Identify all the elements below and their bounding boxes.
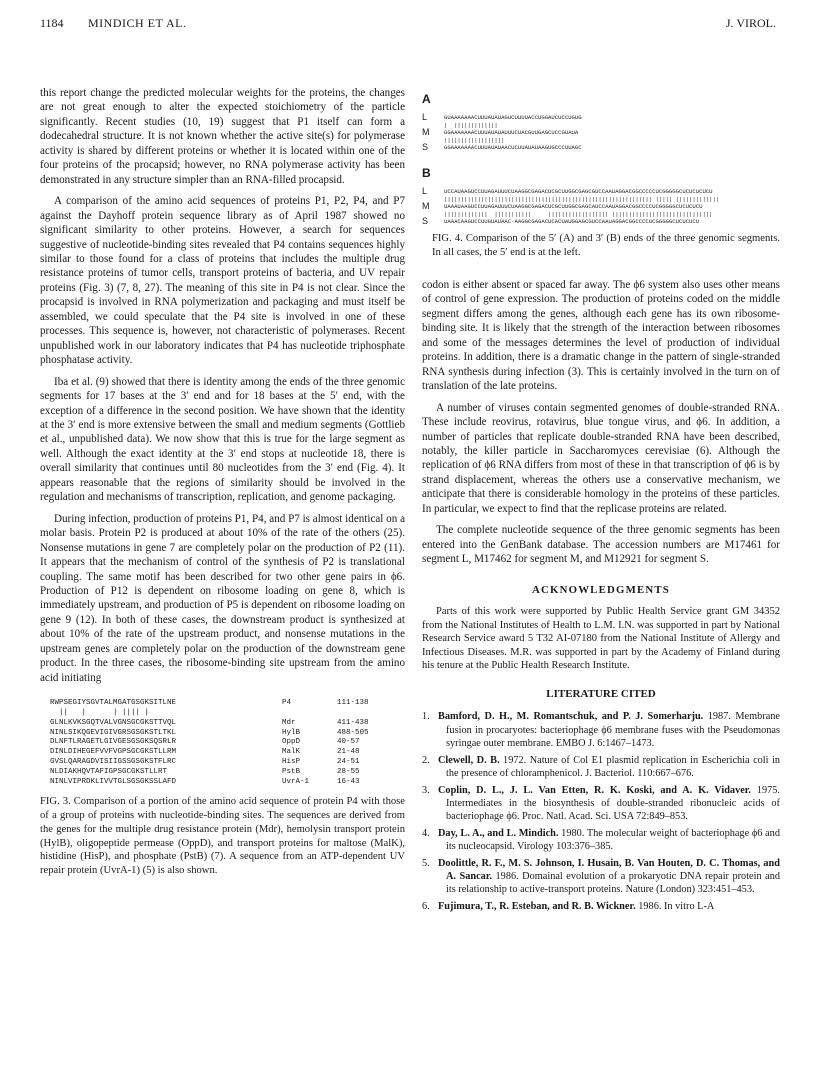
paragraph: this report change the predicted molecular weights for the proteins, the changes are not great enough to alter the expected stoichiometry of the particle significantly. Recent studies (10, 19) suggest that P1 itself can form a dodecahedral structure. It is not known whether the active site(s) for polymerase activity is shared by different proteins or whether it is located within one of the four proteins of the procapsid; however, no RNA polymerase activity has been demonstrated in any structure simpler than an RNA-filled procapsid. bbox=[40, 87, 405, 186]
seq-row: DINLDIHEGEFVVFVGPSGCGKSTLLRM MalK 21-48 bbox=[50, 748, 360, 757]
paragraph: The complete nucleotide sequence of the three genomic segments has been entered into the GenBank database. The accession numbers are M17461 for segment L, M17462 for segment M, and M12921 for segment S. bbox=[422, 524, 780, 566]
reference-body: 1980. The molecular weight of bacteriophage ϕ6 and its nucleocapsid. Virology 103:376–385. bbox=[446, 827, 780, 853]
reference-authors: Doolittle, R. F., M. S. Johnson, I. Husain, B. Van Houten, D. C. Thomas, and A. Sancar. bbox=[438, 857, 780, 882]
literature-heading: LITERATURE CITED bbox=[546, 688, 656, 701]
match-line: ||||||||||||| ||||||||||| |||||||||||||||||| |||||||||||||||||||||||||||||| bbox=[444, 211, 713, 218]
seq-row: RWPSEGIYSGVTALMGATGSGKSITLNE P4 111-138 bbox=[50, 699, 369, 708]
left-column bbox=[40, 86, 405, 878]
reference-body: 1986. Domainal evolution of a prokaryotic DNA repair protein and its relationship to active-transport proteins. Nature (London) 323:451–453. bbox=[446, 870, 780, 896]
segment-label: S bbox=[422, 216, 429, 226]
segment-label: M bbox=[422, 201, 430, 211]
fig4 bbox=[422, 86, 780, 261]
right-column bbox=[422, 278, 780, 913]
segment-label: L bbox=[422, 186, 428, 196]
paragraph: A comparison of the amino acid sequences of proteins P1, P2, P4, and P7 against the Dayhoff protein sequence library as of April 1987 showed no significant similarity to other proteins. However, a search for sequences suggestive of nucleotide-binding sites revealed that P4 contains sequences highly similar to those found for a class of proteins that includes the multiple drug resistance proteins of tumor cells, transport proteins of bacteria, and UV repair proteins (Fig. 3) (7, 8, 27). The meaning of this site in P4 is not clear. Since the procapsid is involved in RNA polymerization and packaging and must itself be assembled, we could speculate that the P4 site is involved in one of these processes. This sequence is, however, not characteristic of polymerases. Recent unpublished work in our laboratory indicates that P4 has nucleotide triphosphate phosphatase activity. bbox=[40, 195, 405, 367]
acknowledgments-heading: ACKNOWLEDGMENTS bbox=[532, 583, 670, 596]
paragraph: A number of viruses contain segmented genomes of double-stranded RNA. These include reovirus, rotavirus, blue tongue virus, and ϕ6. In addition, a number of particles that replicate double-stranded RNA have been described, notably, the killer particle in Saccharomyces cerevisiae (6). Although the replication of ϕ6 RNA differs from most of these in that transcription of ϕ6 is by strand displacement, whereas the others use a conservative mechanism, we anticipate that there is considerable homology in the proteins of these particles. In particular, we expect to find that the replicase proteins are related. bbox=[422, 401, 780, 515]
seq-row: NINLSIKQGEVIGIVGRSGSGKSTLTKL HylB 488-505 bbox=[50, 728, 369, 737]
seq-row: NLDIAKHQVTAFIGPSGCGKSTLLRT PstB 28-55 bbox=[50, 767, 360, 776]
paragraph: Iba et al. (9) showed that there is identity among the ends of the three genomic segments for 17 bases at the 3′ end and for 18 bases at the 5′ end, with the exception of a difference in the second position. We have shown that the identity at the 3′ end is more extensive between the small and medium segments (Gottlieb et al., unpublished data). We now show that this is true for the large segment as well. Although the exact identity at the 3′ end stops at nucleotide 18, there is overall similarity that continues until 80 nucleotides from the 3′ end (Fig. 4). It appears reasonable that the regions of similarity should be involved in the regulation and mechanisms of transcription, replication, and genome packaging. bbox=[40, 375, 405, 504]
reference-body: 1972. Nature of Col E1 plasmid replication in Escherichia coli in the presence of chloramphenicol. J. Bacteriol. 110:667–676. bbox=[446, 754, 780, 780]
match-line: | ||||||||||||| bbox=[444, 122, 498, 129]
sequence-line: UCCAUAAGUCCUUAGAUUUCUAAGGCGAGACUCGCUUGGCGAGCGUCCAAUAGGACGGCCCCCUCGGGGGCUCUCUCUCU bbox=[444, 188, 713, 195]
acknowledgments-text: Parts of this work were supported by Public Health Service grant GM 34352 from the National Institutes of Health to L.M. I.N. was supported in part by National Research Service award 5 T32 AI-07180 from the National Institute of Allergy and Infectious Diseases. M.R. was supported in part by the Academy of Finland during his tenure at the Public Health Research Institute. bbox=[422, 606, 780, 672]
segment-label: L bbox=[422, 112, 428, 122]
seq-match-row: || | | |||| | bbox=[50, 708, 150, 717]
journal-name: J. VIROL. bbox=[725, 16, 776, 30]
sequence-line: UAAACAAGUCCUUGUAUAAC·AAGGCGAGACUCACUAUGGAGCGUCCAAUAGGACGGCCCCUCGGGGGCUCUCUCU bbox=[444, 218, 700, 225]
reference-item: 3. Coplin, D. L., J. L. Van Etten, R. K. Koski, and A. K. Vidaver. 1975. Intermediates in the biosynthesis of double-stranded ribonucleic acids of bacteriophage ϕ6. Proc. Natl. Acad. Sci. USA 72:849–853. bbox=[422, 784, 780, 823]
seq-row: DLNFTLRAGETLGIVGESGSGKSQSRLR OppD 40-57 bbox=[50, 738, 360, 747]
fig3-sequence-table bbox=[50, 699, 405, 787]
fig4-caption: FIG. 4. Comparison of the 5′ (A) and 3′ (B) ends of the three genomic segments. In all cases, the 5′ end is at the left. bbox=[432, 233, 780, 258]
sequence-line: GGAAAAAAACUUUAUAUAACUCUUAUAUAAGUGCCCUUAGC bbox=[444, 144, 582, 151]
seq-row: NINLVIPRDKLIVVTGLSGSGKSSLAFD UvrA-1 16-43 bbox=[50, 777, 360, 786]
reference-body: 1975. Intermediates in the biosynthesis of double-stranded ribonucleic acids of bacteriophage ϕ6. Proc. Natl. Acad. Sci. USA 72:849–853. bbox=[446, 784, 780, 823]
sequence-line: UAAAUAAGUCCUUAGAUUUCUAAGGCGAGACUCGCUUGGCGAGCAUCCAAUAGGACGGCCCCUCGGGGGCUCUCUCU bbox=[444, 203, 703, 210]
sequence-line: GGAAAAAAACUUUAUAUAUUUCUACGUUGAGCUCCGUAUA bbox=[444, 129, 579, 136]
running-header bbox=[40, 16, 776, 34]
reference-authors: Day, L. A., and L. Mindich. bbox=[438, 827, 559, 839]
reference-authors: Coplin, D. L., J. L. Van Etten, R. K. Koski, and A. K. Vidaver. bbox=[438, 784, 751, 796]
reference-item: 2. Clewell, D. B. 1972. Nature of Col E1 plasmid replication in Escherichia coli in the presence of chloramphenicol. J. Bacteriol. 110:667–676. bbox=[422, 754, 780, 780]
match-line: |||||||||||||||||||||||||||||||||||||||||||||||||||||||||||||| ||||| ||||||||||||| bbox=[444, 196, 720, 203]
reference-item: 1. Bamford, D. H., M. Romantschuk, and P. J. Somerharju. 1987. Membrane fusion in procaryotes: bacteriophage ϕ6 membrane fuses with the Pseudomonas syringae outer membrane. EMBO J. 6:1467–1473. bbox=[422, 711, 781, 750]
reference-list bbox=[422, 710, 780, 913]
reference-body: 1986. In vitro L-A bbox=[635, 900, 715, 912]
reference-item: 6. Fujimura, T., R. Esteban, and R. B. Wickner. 1986. In vitro L-A bbox=[422, 900, 715, 912]
segment-label: M bbox=[422, 127, 430, 137]
match-line: |||||||||||||||||| bbox=[444, 137, 505, 144]
running-authors: MINDICH ET AL. bbox=[88, 16, 187, 30]
reference-authors: Bamford, D. H., M. Romantschuk, and P. J. Somerharju. bbox=[438, 711, 704, 723]
paragraph: During infection, production of proteins P1, P4, and P7 is almost identical on a molar basis. Protein P2 is produced at about 10% of the rate of the others (25). Nonsense mutations in gene 7 are completely polar on the production of P2 (11). It appears that the mechanism of control of the synthesis of P2 is translational coupling. The same motif has been described for two other gene pairs in ϕ6. Production of P12 is dependent on ribosome loading on gene 8, which is immediately upstream, and production of P5 is dependent on ribosome loading on gene 9 (12). In both of these cases, the downstream product is synthesized at about 10% of the rate of the upstream product, and nonsense mutations in the upstream genes are completely polar on the production of the downstream gene product. In the three cases, the ribosome-binding site upstream from the amino acid initiating bbox=[40, 512, 405, 684]
panel-label-b: B bbox=[422, 166, 431, 180]
reference-authors: Clewell, D. B. bbox=[438, 754, 500, 766]
seq-row: GVSLQARAGDVISIIGSSGSGKSTFLRC HisP 24-51 bbox=[50, 757, 360, 766]
sequence-line: GUAAAAAAACUUUAUAUAGUCUUUUACCUGGAUCUCCUGUG bbox=[444, 114, 582, 121]
panel-label-a: A bbox=[422, 92, 431, 106]
reference-body: 1987. Membrane fusion in procaryotes: bacteriophage ϕ6 membrane fuses with the Pseudomonas syringae outer membrane. EMBO J. 6:1467–1473. bbox=[446, 711, 781, 750]
reference-item: 5. Doolittle, R. F., M. S. Johnson, I. Husain, B. Van Houten, D. C. Thomas, and A. Sancar. 1986. Domainal evolution of a prokaryotic DNA repair protein and its relationship to active-transport proteins. Nature (London) 323:451–453. bbox=[422, 857, 780, 896]
fig3-caption: FIG. 3. Comparison of a portion of the amino acid sequence of protein P4 with those of a group of proteins with nucleotide-binding sites. The sequences are derived from the genes for the multiple drug resistance protein (Mdr), hemolysin transport protein (HylB), oligopeptide permease (OppD), and transport proteins for maltose (MalK), histidine (HisP), and phosphate (PstB) (7). A sequence from an ATP-dependent UV repair protein (UvrA-1) (5) is also shown. bbox=[40, 796, 405, 877]
page-number: 1184 bbox=[40, 16, 64, 30]
seq-row: GLNLKVKSGQTVALVGNSGCGKSTTVQL Mdr 411-438 bbox=[50, 718, 369, 727]
segment-label: S bbox=[422, 142, 429, 152]
paragraph: codon is either absent or spaced far away. The ϕ6 system also uses other means of control of gene expression. The production of proteins coded on the middle segment differs among the genes, although each gene has its own ribosome-binding site. It is likely that the strength of the interaction between ribosomes and some of the messages determines the level of production of individual proteins. In addition, there is a dramatic change in the pattern of single-stranded RNA synthesis during infection (3). This is certainly involved in the turn on of translation of the late proteins. bbox=[422, 279, 780, 393]
reference-item: 4. Day, L. A., and L. Mindich. 1980. The molecular weight of bacteriophage ϕ6 and its nucleocapsid. Virology 103:376–385. bbox=[422, 827, 780, 853]
reference-authors: Fujimura, T., R. Esteban, and R. B. Wickner. bbox=[438, 900, 636, 912]
